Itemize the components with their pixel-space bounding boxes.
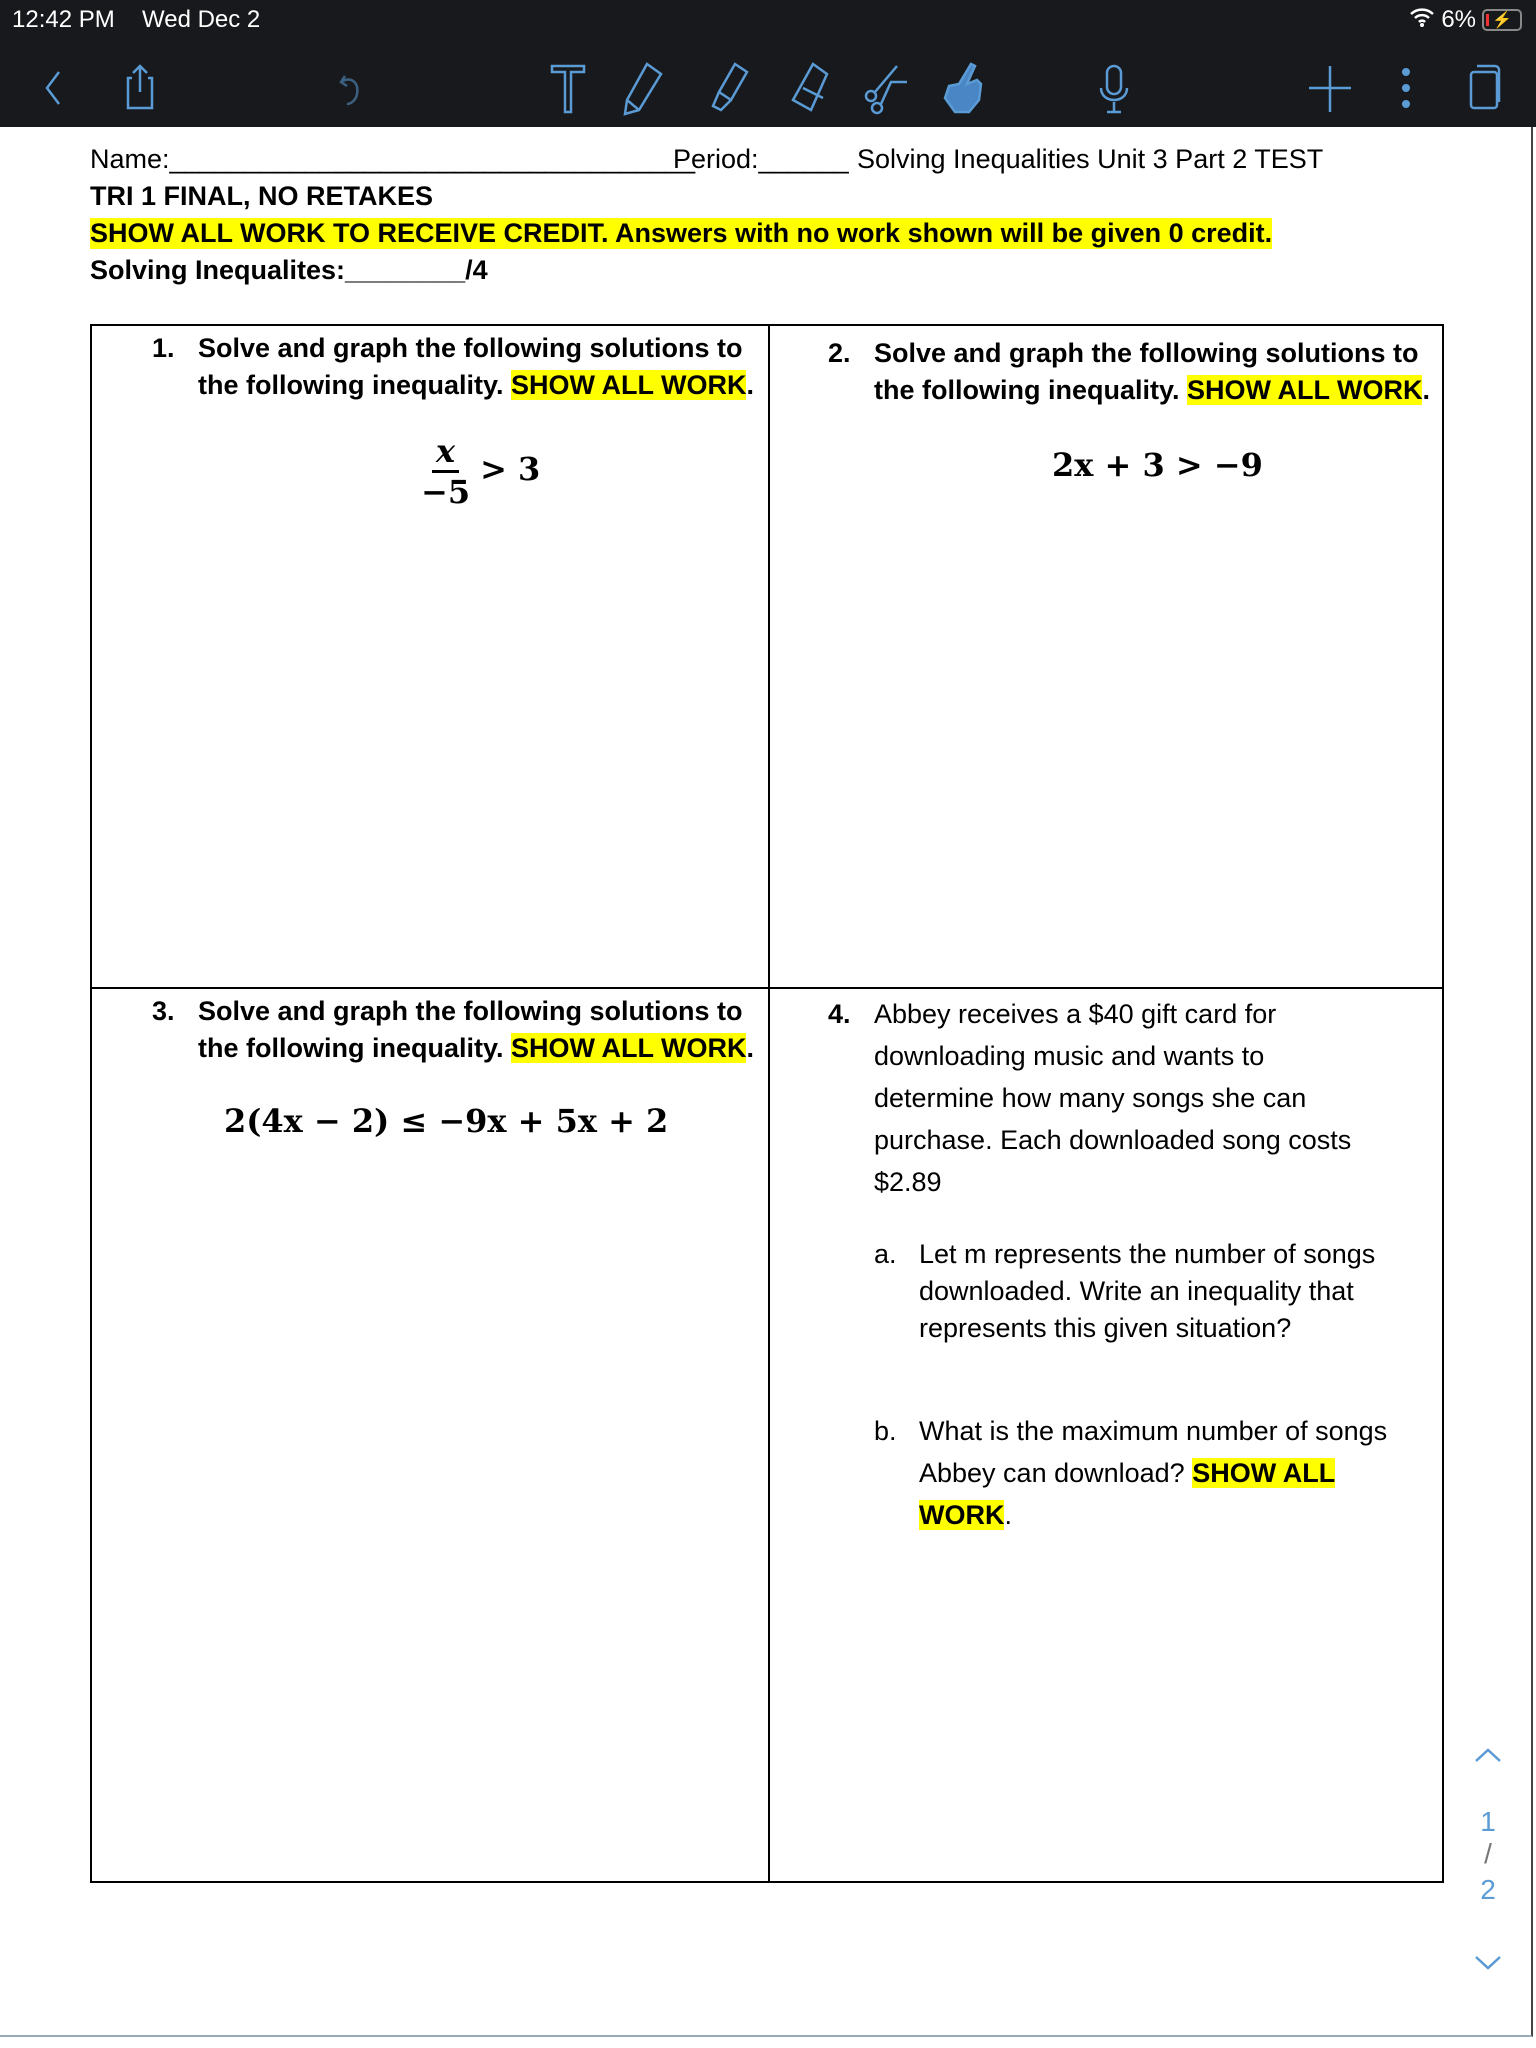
pen-tool-icon[interactable] — [614, 58, 670, 118]
question-4: 4. Abbey receives a $40 gift card for downloading music and wants to determine how many songs she can purchase. Each downloaded song costs $2.89 — [828, 999, 1352, 1197]
question-2-inequality: 2x + 3 > −9 — [1052, 446, 1263, 484]
status-date: Wed Dec 2 — [142, 6, 261, 33]
question-4a: a. Let m represents the number of songs downloaded. Write an inequality that represents this given situation? — [874, 1239, 1376, 1343]
wifi-icon — [1409, 6, 1435, 34]
name-field-label: Name:___________________________________ — [90, 144, 696, 174]
page-separator: / — [1484, 1838, 1492, 1869]
page-current: 1 — [1480, 1806, 1496, 1837]
question-1: 1. Solve and graph the following solutions to the following inequality. SHOW ALL WORK. — [152, 333, 754, 400]
test-title: Solving Inequalities Unit 3 Part 2 TEST — [857, 144, 1324, 174]
divider — [92, 987, 1442, 989]
highlighter-tool-icon[interactable] — [700, 58, 756, 118]
battery-charging-icon: ⚡ — [1482, 9, 1522, 31]
lasso-scissors-icon[interactable] — [858, 58, 914, 118]
question-1-inequality: $\frac{x}{-5}$ > 3 — [421, 432, 541, 511]
battery-percent: 6% — [1441, 6, 1476, 33]
toolbar — [0, 50, 1536, 127]
divider — [768, 326, 770, 1881]
page-total: 2 — [1480, 1874, 1496, 1905]
question-4b: b. What is the maximum number of songs Abbey can download? SHOW ALL WORK. — [874, 1416, 1388, 1530]
undo-button[interactable] — [326, 58, 382, 118]
question-3: 3. Solve and graph the following solutions to the following inequality. SHOW ALL WORK. — [152, 996, 754, 1063]
period-field-label: Period:______ — [673, 144, 849, 174]
page-up-button[interactable] — [1468, 1740, 1508, 1772]
score-line: Solving Inequalites:________/4 — [90, 255, 488, 285]
text-tool-icon[interactable] — [540, 58, 596, 118]
question-2: 2. Solve and graph the following solutions to the following inequality. SHOW ALL WORK. — [828, 338, 1430, 405]
status-time: 12:42 PM — [12, 6, 115, 33]
share-button[interactable] — [112, 58, 168, 118]
tri-note: TRI 1 FINAL, NO RETAKES — [90, 181, 434, 211]
more-options-icon[interactable] — [1378, 58, 1434, 118]
hand-tool-icon[interactable] — [934, 58, 990, 118]
microphone-icon[interactable] — [1086, 58, 1142, 118]
page-down-button[interactable] — [1468, 1948, 1508, 1980]
eraser-tool-icon[interactable] — [780, 58, 836, 118]
page-thumbnails-icon[interactable] — [1456, 58, 1512, 118]
question-grid — [90, 324, 1444, 1883]
back-button[interactable] — [26, 58, 82, 118]
work-warning: SHOW ALL WORK TO RECEIVE CREDIT. Answers with no work shown will be given 0 credit. — [90, 218, 1273, 248]
status-bar — [0, 0, 1536, 50]
question-3-inequality: 2(4x − 2) ≤ −9x + 5x + 2 — [224, 1102, 669, 1140]
add-page-button[interactable] — [1302, 58, 1358, 118]
